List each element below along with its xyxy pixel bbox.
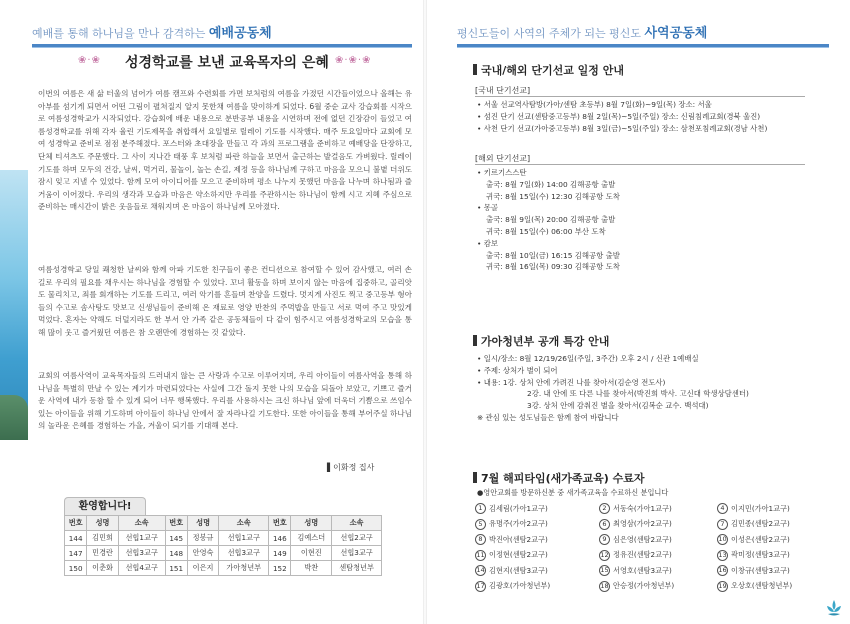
flower-ornament-right: ❀·❀·❀ [335,55,372,66]
graduate-name: 심은영(센탐2교구) [613,534,672,544]
graduate-number: 1 [475,503,486,514]
graduate-name: 이창규(센탐3교구) [731,565,790,575]
graduate-item [475,502,599,515]
graduate-number: 19 [718,581,727,590]
graduate-number: 2 [599,503,610,514]
welcome-cell: 김민희 [87,531,119,546]
graduate-number: 5 [475,519,486,530]
welcome-cell: 이은지 [187,561,219,576]
list-item: 출국: 8월 10일(금) 16:15 김해공항 출발 [486,250,620,260]
welcome-cell: 가아청년부 [219,561,269,576]
welcome-cell: 선힙1교구 [219,531,269,546]
right-header-subtitle: 평신도들이 사역의 주체가 되는 평신도 [457,27,645,40]
graduate-item [717,518,835,531]
graduate-name: 김현지(센탐3교구) [489,565,548,575]
graduate-name: 최영삼(가아2교구) [613,519,672,529]
graduate-name: 이지민(가아1교구) [731,503,790,513]
welcome-header-cell: 소속 [118,516,165,531]
left-header-subtitle: 예배를 통해 하나님을 만나 감격하는 [32,27,209,40]
welcome-header-cell: 번호 [65,516,87,531]
graduate-name: 이정현(센탐2교구) [489,550,548,560]
welcome-cell: 149 [269,546,291,561]
graduate-item [717,580,835,593]
graduate-item [475,549,599,562]
welcome-title: 환영합니다! [64,497,146,515]
graduates-grid [475,502,835,593]
lecture-info-list [477,353,749,424]
welcome-cell: 선힙4교구 [118,561,165,576]
article-paragraph-2: 여름성경학교 당일 쾌청한 날씨와 함께 아파 기도한 친구들이 좋은 컨디션으로 참여할 수 있어 감사했고, 여러 손길로 우리의 필요를 채우시는 하나님을 경험할 수 있었다. 꼬녀 활동을 하며 보이지 않는 마음에 집중하고, 골리앗도 물리치고, 죄를 회개하는 기도를 드리고, 여러 악기를 흔들며 찬양을 드렸다. 멋지게 사진도 찍고 중고등부 형아들의 수고로 솜사탕도 맛보고 신생님들이 준비해 온 재료로 영양 반찬의 주먹밥을 만들고 서로 먹여 주고 맛있게 먹었다. 혼자는 약해도 더덜지라도 한 부서 안 가족 같은 공동체들이 다 같이 힘주시고 여름성경학교의 모습을 통해 많이 웃고 즐거웠던 여름은 참 오랜만에 경험하는 것 같았다. [38,265,412,337]
welcome-header-cell: 소속 [219,516,269,531]
section-lecture-title: 가아청년부 공개 특강 안내 [473,333,609,349]
welcome-header-cell: 소속 [332,516,382,531]
welcome-cell: 센탐청년부 [332,561,382,576]
graduate-number: 12 [600,550,609,559]
overseas-rule [475,164,805,165]
welcome-header-cell: 번호 [269,516,291,531]
list-item: • 서울 선교역사탐방(가아/센탐 초등부) 8월 7일(화)~9일(목) 장소: 서울 [477,100,712,109]
table-row [65,561,382,576]
graduate-number: 11 [476,550,485,559]
list-item: • 사천 단기 선교(가아중고등부) 8월 3일(금)~5일(주일) 장소: 삼천포침례교회(경남 사천) [477,123,768,133]
welcome-cell: 선힙3교구 [219,546,269,561]
welcome-cell: 152 [269,561,291,576]
list-item: 귀국: 8월 15일(수) 06:00 부산 도착 [486,226,606,236]
welcome-cell: 민경란 [87,546,119,561]
list-item: • 키르기스스탄 [477,168,527,177]
graduate-item [475,564,599,577]
welcome-cell: 선힙3교구 [118,546,165,561]
welcome-cell: 박찬 [291,561,332,576]
welcome-cell: 김예스더 [291,531,332,546]
graduate-number: 14 [476,566,485,575]
graduate-name: 박진아(센탐2교구) [489,534,548,544]
welcome-cell: 이춘화 [87,561,119,576]
right-page [425,0,850,624]
welcome-header-cell: 성명 [187,516,219,531]
welcome-table-header [65,516,382,531]
section-graduates-title: 7월 해피타임(새가족교육) 수료자 [473,470,645,486]
domestic-mission-title: [국내 단기선교] [475,86,531,95]
graduate-item [599,502,717,515]
right-header [457,22,707,42]
welcome-cell: 선힙1교구 [118,531,165,546]
left-header-rule-thin [32,47,412,48]
welcome-table [64,515,382,576]
list-item: 3강. 상처 안에 감춰진 별을 찾아서(김복순 교수. 백석대) [527,401,709,411]
list-item: 귀국: 8월 16일(목) 09:30 김해공항 도착 [486,262,620,272]
church-logo-icon [824,598,844,618]
graduate-name: 이성은(센탐2교구) [731,534,790,544]
graduate-number: 17 [476,581,485,590]
welcome-cell: 144 [65,531,87,546]
section-mission-title: 국내/해외 단기선교 일정 안내 [473,62,624,78]
graduate-name: 곽미정(센탐3교구) [731,550,790,560]
graduate-item [475,518,599,531]
graduate-name: 서동숙(가아1교구) [613,503,672,513]
welcome-cell: 정봉규 [187,531,219,546]
list-item: • 주제: 상처가 별이 되어 [477,365,558,375]
welcome-header-cell: 성명 [291,516,332,531]
welcome-cell: 선힙3교구 [332,546,382,561]
overseas-mission-list [477,167,620,273]
graduate-number: 4 [717,503,728,514]
overseas-mission-title: [해외 단기선교] [475,154,531,163]
graduate-item [599,549,717,562]
right-header-rule-thin [457,47,829,48]
graduate-number: 9 [599,534,610,545]
domestic-mission-list [477,99,767,134]
list-item: 출국: 8월 7일(화) 14:00 김해공항 출발 [486,179,616,189]
welcome-cell: 151 [165,561,187,576]
graduate-number: 8 [475,534,486,545]
graduate-number: 10 [718,535,727,544]
list-item: 2강. 내 안에 또 다른 나를 찾아서(박진희 박사. 고신대 학생상담센터) [527,389,749,399]
graduate-item [717,533,835,546]
welcome-cell: 147 [65,546,87,561]
article-paragraph-1: 이번의 여름은 새 삶 터울의 넘어가 여름 캠프와 수련회를 가면 보처럼의 여름을 가졌던 시간들이었으나 올해는 유아부를 섬기게 되면서 어떤 그림이 펼쳐질지 알지 못한채 여름을 맞이하게 되었다. 6월 중순 교사 강습회를 시작으로 여름성경학교가 시작되었다. 강습회에 배운 내용으로 분반공부 내용을 시연하며 전에 없던 긴장감이 들었고 여름성경학교를 위해 각자 율린 기도제목을 취합해서 요일별로 릴레이 기도를 시작했다. 매주 토요일마다 교회에 모여 성경학교 준비로 점점 분주해졌다. 포스터와 초대장을 만들고 각 과의 프로그램을 준비하고 예배당을 단장하고, 단체 티셔츠도 주문했다. 그 사이 지나간 태풍 후 보처럼 파란 하늘을 보면서 출근하는 발걸음도 가벼웠다. 릴레이 기도를 하며 모두의 건강, 날씨, 먹거리, 물놀이, 놀는 손길, 제정 등을 하나님께 구하고 마음을 모으니 불볕 더위도 잠시 잊고 지낼 수 있었다. 함께 모여 아이디어를 모으고 준비하며 평소 나누지 못했던 마음을 나누며 하나됨과 즐거움이 이어졌다. 우리의 생각과 모습과 마음은 약소하지만 우리를 주관하시는 하나님이 함께 시고 지혜 주심으로 준비하는 매시간이 밝은 웃음들로 채워지며 온 마음이 하나님께 모아졌다. [38,89,412,212]
welcome-cell: 선힙2교구 [332,531,382,546]
graduate-item [599,580,717,593]
welcome-header-cell: 번호 [165,516,187,531]
welcome-cell: 148 [165,546,187,561]
article-title: 성경학교를 보낸 교육목자의 은혜 [125,55,329,71]
graduate-item [599,564,717,577]
graduate-name: 김민종(센탐2교구) [731,519,790,529]
right-header-title: 사역공동체 [644,26,708,41]
graduate-item [475,533,599,546]
graduate-name: 김세림(가아1교구) [489,503,548,513]
welcome-cell: 146 [269,531,291,546]
graduate-name: 김광호(가아청년부) [489,581,551,591]
welcome-header-cell: 성명 [87,516,119,531]
left-header-title: 예배공동체 [208,26,272,41]
graduate-item [717,564,835,577]
sea-photo-rock [0,395,28,440]
graduate-name: 서영호(센탐3교구) [613,565,672,575]
table-row [65,546,382,561]
graduate-item [599,533,717,546]
welcome-table-body [65,531,382,576]
graduate-number: 18 [600,581,609,590]
graduate-name: 정유진(센탐2교구) [613,550,672,560]
graduate-number: 6 [599,519,610,530]
graduate-number: 16 [718,566,727,575]
graduate-name: 유명주(가아2교구) [489,519,548,529]
welcome-cell: 145 [165,531,187,546]
graduates-intro: ●영안교회를 방문하신분 중 새가족교육을 수료하신 분입니다 [477,488,669,497]
list-item: • 몽골 [477,203,498,213]
graduate-item [599,518,717,531]
flower-ornament-left: ❀·❀ [78,55,101,66]
list-item: 출국: 8월 9일(목) 20:00 김해공항 출발 [486,215,616,225]
article-paragraph-3: 교회의 여름사역이 교육목자들의 드러내지 않는 큰 사랑과 수고로 이루어지며, 우리 아이들이 여름사역을 통해 하나님을 특별히 만날 수 있는 계기가 마련되었다는 사실에 그간 돌지 못한 나의 모습을 되돌아 보았고, 기쁘고 즐거운 사역에 내가 동참 할 수 있게 되어 너무 행복했다. 우리를 사용하시는 크신 하나님 앞에 더욱더 기쁨으로 쓰임수있는 아이들을 위해 기도하며 아이들이 하나님 안에서 잘 자라나길 기도한다. 또한 아이들을 통해 부어주실 하나님의 놀라운 은혜를 경험하는 가을, 겨울이 되기를 기대해 본다. [38,371,412,431]
left-header [32,22,272,42]
article-signature: ▌이화정 집사 [327,463,375,472]
table-row [65,531,382,546]
graduate-item [475,580,599,593]
graduate-number: 15 [600,566,609,575]
graduate-name: 안승정(가아청년부) [613,581,675,591]
graduate-number: 7 [717,519,728,530]
list-item: • 섬진 단기 선교(센탐중고등부) 8월 2일(목)~5일(주일) 장소: 신림침례교회(경북 울진) [477,111,761,121]
list-item: ※ 관심 있는 성도님들은 함께 참여 바랍니다 [477,412,619,422]
list-item: • 캄보 [477,238,498,248]
welcome-cell: 150 [65,561,87,576]
list-item: • 내용: 1강. 상처 안에 가려진 나를 찾아서(김순영 전도사) [477,377,666,387]
list-item: • 일시/장소: 8월 12/19/26일(주일, 3주간) 오후 2시 / 신관 1예배실 [477,354,699,363]
graduate-number: 13 [718,550,727,559]
domestic-rule [475,96,805,97]
graduate-item [717,502,835,515]
welcome-cell: 안영숙 [187,546,219,561]
list-item: 귀국: 8월 15일(수) 12:30 김해공항 도착 [486,191,620,201]
graduate-name: 오상호(센탐청년부) [731,581,793,591]
graduate-item [717,549,835,562]
welcome-cell: 이현진 [291,546,332,561]
